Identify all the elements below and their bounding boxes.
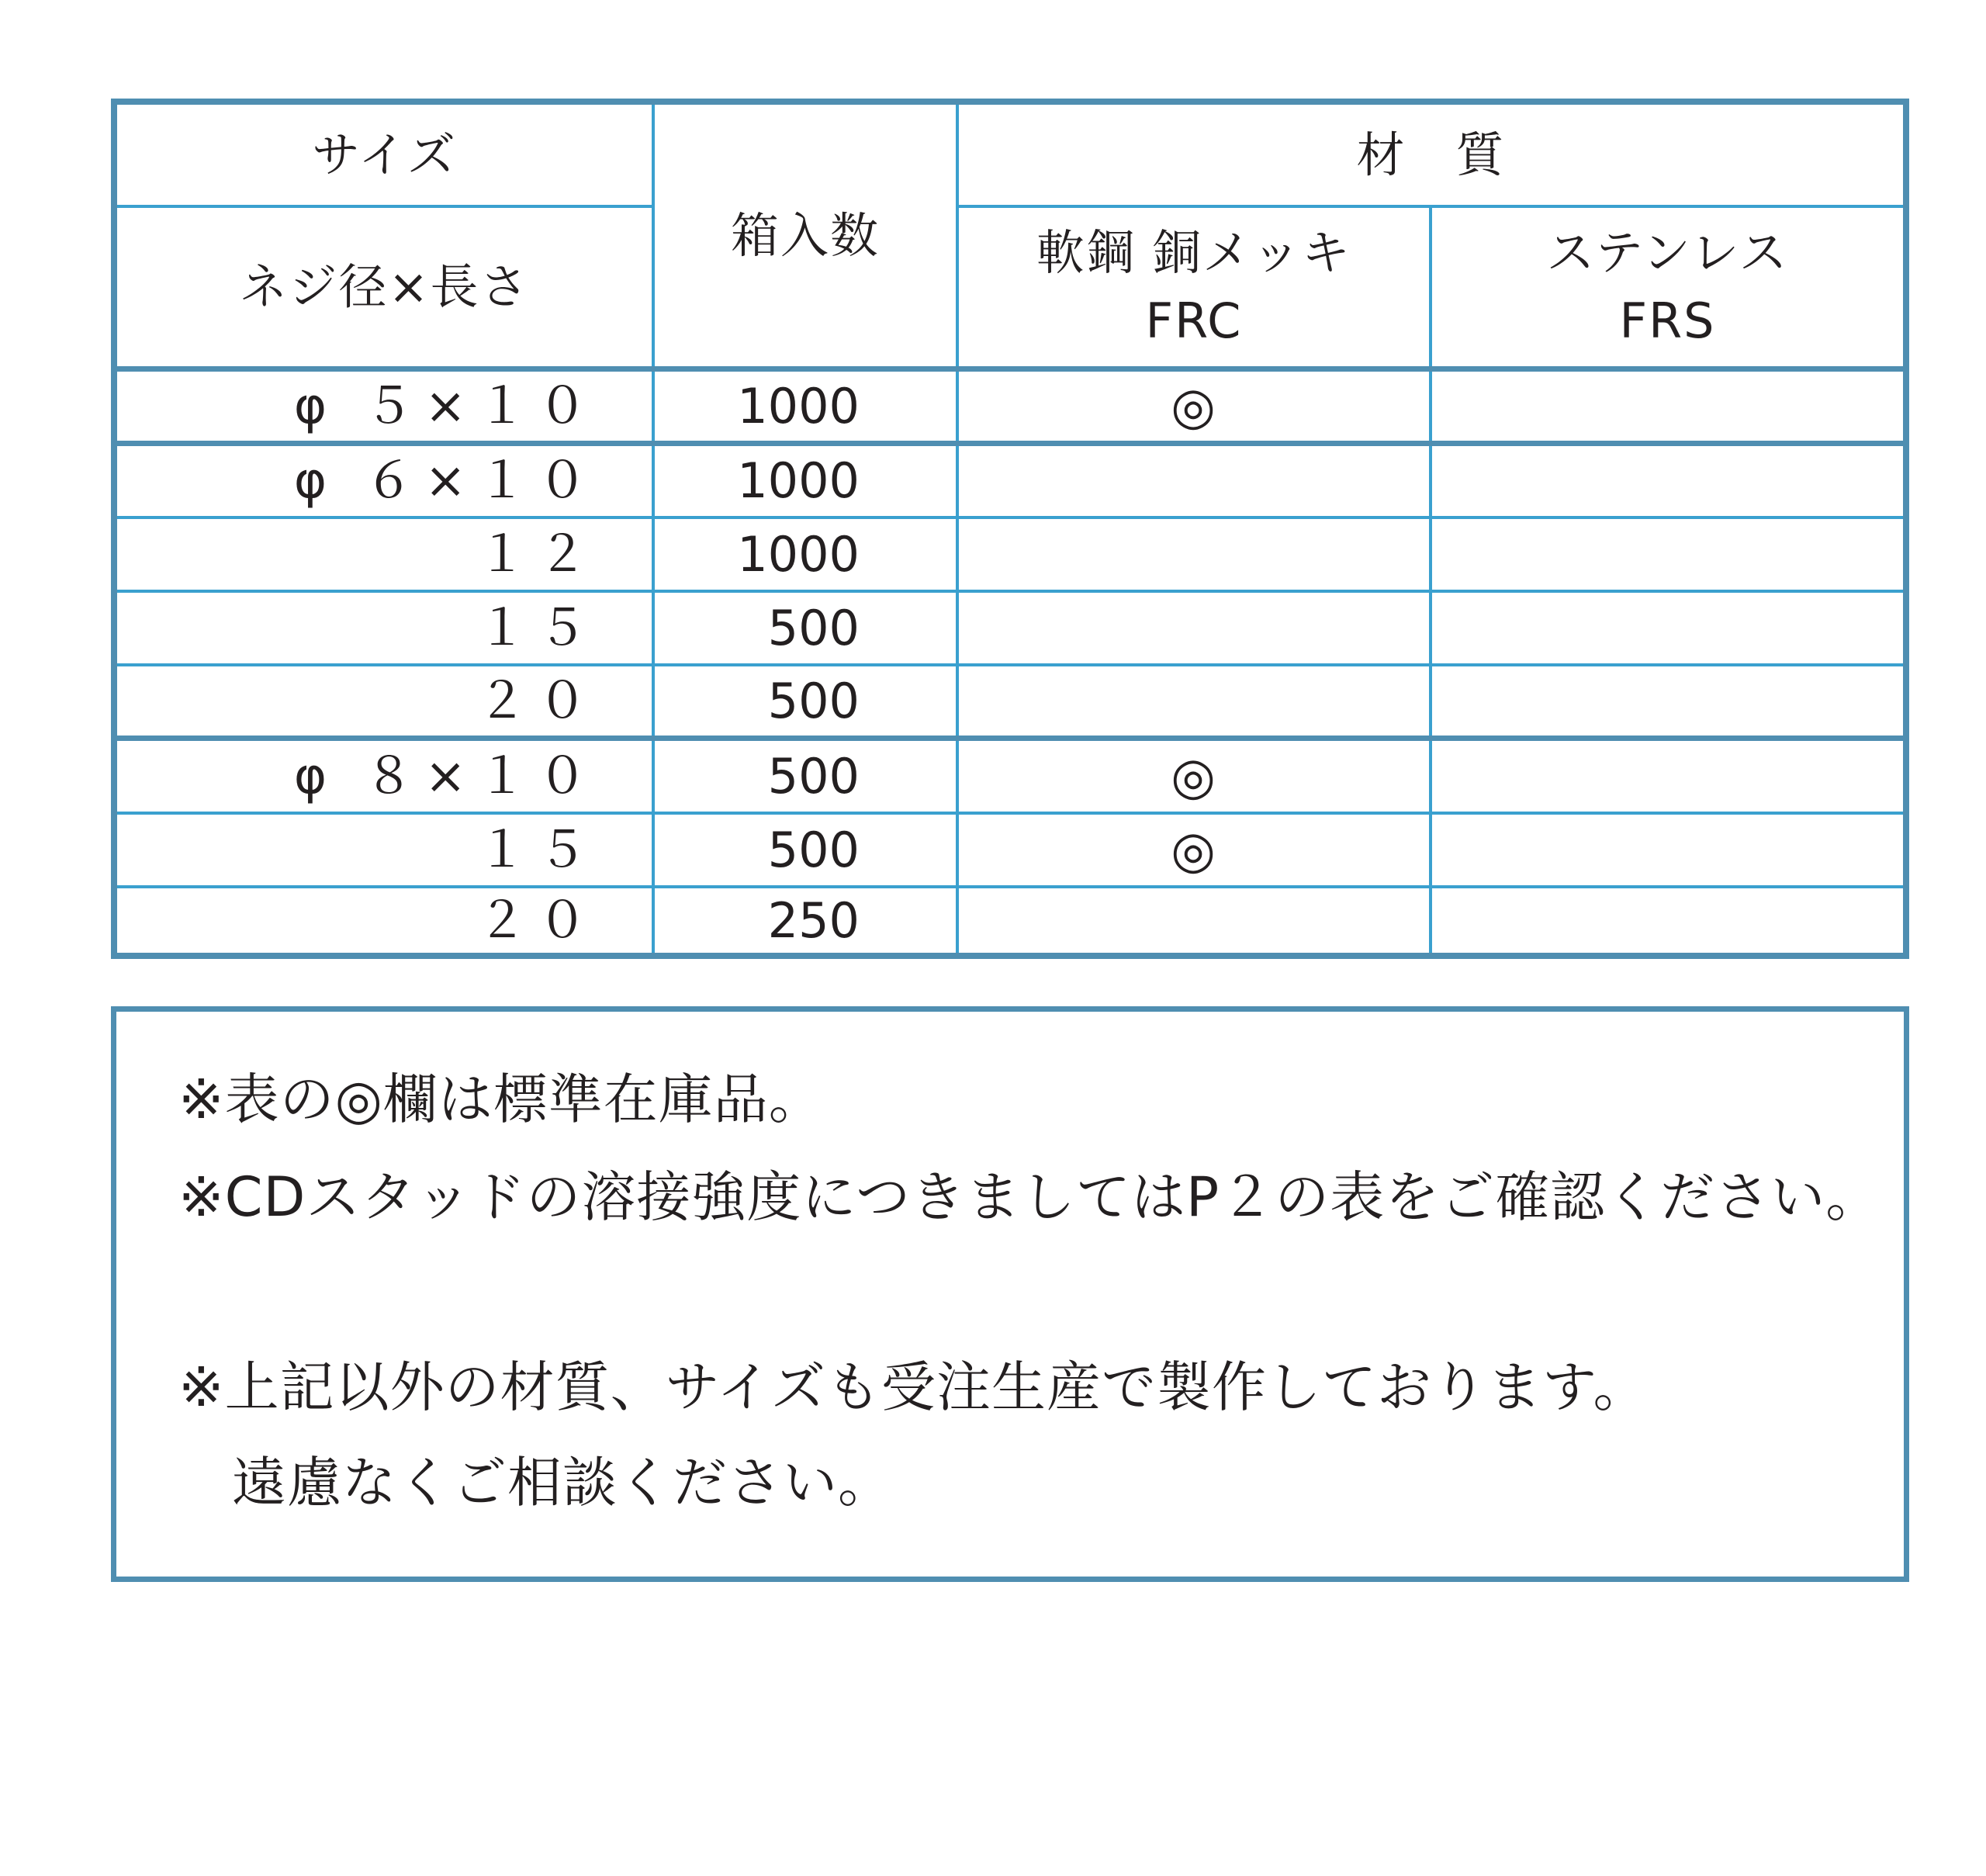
row-frc-mark: ◎	[1171, 819, 1217, 880]
header-size: サイズ	[311, 126, 458, 183]
header-size-sub: ネジ径×長さ	[239, 258, 530, 315]
header-divider	[117, 366, 1903, 372]
row-frs-mark	[1432, 372, 1903, 441]
header-material-frc	[959, 208, 1429, 366]
row-frs-mark	[1432, 741, 1903, 812]
header-material: 材 質	[1356, 126, 1506, 183]
row-frs-mark	[1432, 666, 1903, 736]
note-weld-strength: ※CDスタッドの溶接強度につきましてはP２の表をご確認ください。	[178, 1165, 1881, 1229]
row-frs-mark	[1432, 815, 1903, 885]
row-frc-mark: ◎	[1171, 746, 1217, 806]
row-size: １２	[477, 525, 598, 583]
row-frs-mark	[1432, 446, 1903, 516]
row-size: ２０	[477, 672, 598, 730]
group-divider	[117, 736, 1903, 741]
row-frs-mark	[1432, 519, 1903, 590]
note-stock: ※表の◎欄は標準在庫品。	[178, 1068, 824, 1131]
row-size: １５	[477, 599, 598, 657]
header-frs-line2: FRS	[1619, 292, 1716, 349]
row-frc-mark	[959, 446, 1429, 516]
header-quantity: 箱入数	[730, 206, 880, 264]
row-size: φ ５×１０	[293, 377, 598, 435]
note-custom-order: ※上記以外の材質、サイズも受注生産で製作しております。	[178, 1355, 1649, 1419]
stud-spec-table	[111, 99, 1909, 959]
group-divider	[117, 441, 1903, 446]
row-frc-mark: ◎	[1171, 376, 1217, 436]
row-quantity: 500	[767, 672, 860, 729]
row-quantity: 1000	[737, 452, 860, 509]
row-frc-mark	[959, 666, 1429, 736]
row-size: ２０	[477, 891, 598, 950]
row-size: φ ６×１０	[293, 452, 598, 510]
row-frs-mark	[1432, 888, 1903, 953]
row-frs-mark	[1432, 593, 1903, 663]
row-size: φ ８×１０	[293, 747, 598, 805]
row-frc-mark	[959, 593, 1429, 663]
row-quantity: 1000	[737, 525, 860, 583]
row-quantity: 1000	[737, 377, 860, 434]
note-contact: 遠慮なくご相談ください。	[232, 1451, 893, 1514]
header-frs-line1: ステンレス	[1546, 224, 1789, 281]
row-size: １５	[477, 821, 598, 879]
row-frc-mark	[959, 888, 1429, 953]
row-frc-mark	[959, 519, 1429, 590]
header-frc-line2: FRC	[1145, 292, 1243, 349]
header-material-frs	[1432, 208, 1903, 366]
row-quantity: 500	[767, 599, 860, 656]
notes-box	[111, 1006, 1909, 1582]
row-quantity: 500	[767, 821, 860, 878]
header-frc-line1: 軟鋼 銅メッキ	[1036, 224, 1351, 281]
row-quantity: 250	[767, 891, 860, 949]
row-quantity: 500	[767, 747, 860, 805]
